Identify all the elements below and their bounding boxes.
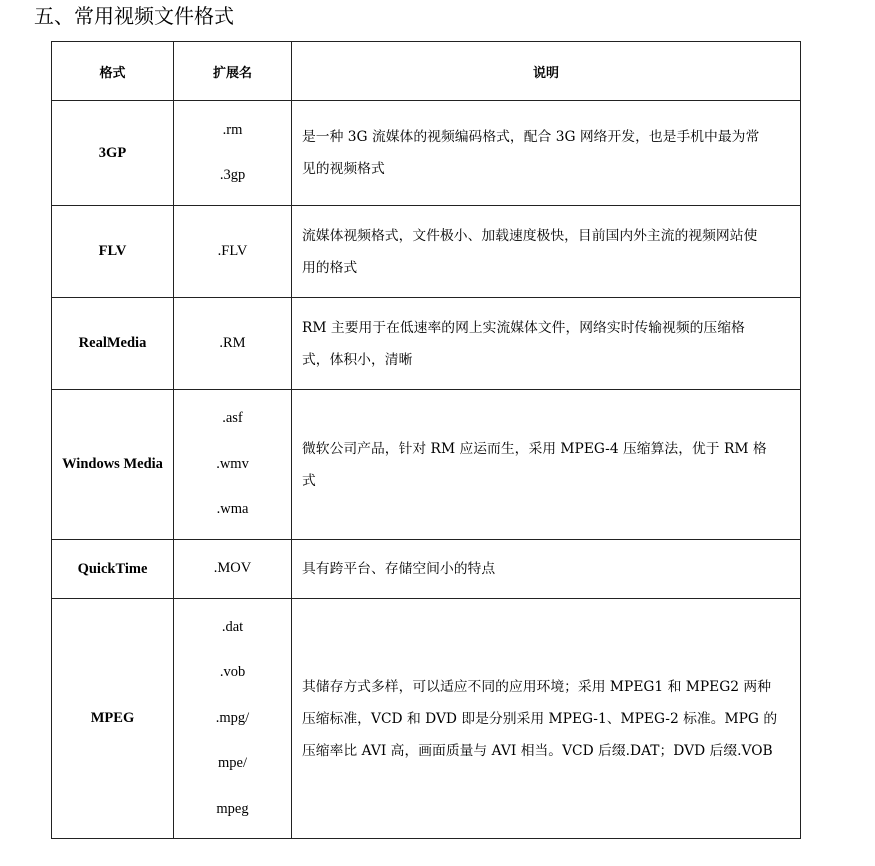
description-cell <box>292 298 801 390</box>
description-cell <box>292 101 801 206</box>
table-row <box>52 101 801 206</box>
extension: .wma <box>216 501 249 518</box>
extension: .MOV <box>213 560 252 577</box>
extension-cell <box>174 599 292 839</box>
description-line: 见的视频格式 <box>302 161 385 177</box>
description-cell <box>292 206 801 298</box>
header-extension: 扩展名 <box>174 42 292 101</box>
extension: mpe/ <box>218 755 247 772</box>
extension: .dat <box>221 618 244 635</box>
extension-cell <box>174 298 292 390</box>
format-name: QuickTime <box>52 540 174 599</box>
description-cell <box>292 599 801 839</box>
format-name: 3GP <box>52 101 174 206</box>
description-line: 其储存方式多样，可以适应不同的应用环境；采用 MPEG1 和 MPEG2 两种 <box>302 678 772 695</box>
extension-cell <box>174 101 292 206</box>
description-line: 压缩标准，VCD 和 DVD 即是分别采用 MPEG-1、MPEG-2 标准。MPG 的 <box>302 710 778 727</box>
description-cell <box>292 390 801 540</box>
extension: .FLV <box>217 242 248 259</box>
table-row <box>52 390 801 540</box>
extension-cell <box>174 390 292 540</box>
video-format-table <box>51 41 801 839</box>
description-line: 微软公司产品，针对 RM 应运而生，采用 MPEG-4 压缩算法，优于 RM 格 <box>302 440 767 457</box>
extension: .rm <box>222 121 243 138</box>
section-title: 五、常用视频文件格式 <box>34 4 234 28</box>
header-format: 格式 <box>52 42 174 101</box>
description-line: 式 <box>302 472 316 489</box>
description-line: 用的格式 <box>302 259 358 276</box>
description-line: 是一种 3G 流媒体的视频编码格式，配合 3G 网络开发，也是手机中最为常 <box>302 129 760 145</box>
format-name: Windows Media <box>52 390 174 540</box>
extension: mpeg <box>216 800 249 817</box>
table-row <box>52 298 801 390</box>
format-name: RealMedia <box>52 298 174 390</box>
description-line: 具有跨平台、存储空间小的特点 <box>302 561 496 577</box>
format-name: MPEG <box>52 599 174 839</box>
extension: .mpg/ <box>215 709 250 726</box>
extension: .3gp <box>219 167 246 183</box>
format-name: FLV <box>52 206 174 298</box>
description-line: 流媒体视频格式，文件极小、加载速度极快，目前国内外主流的视频网站使 <box>302 227 758 244</box>
extension: .wmv <box>216 455 249 472</box>
table-row <box>52 540 801 599</box>
extension: .vob <box>219 664 246 681</box>
description-line: RM 主要用于在低速率的网上实流媒体文件，网络实时传输视频的压缩格 <box>302 319 745 336</box>
description-cell <box>292 540 801 599</box>
table-header-row <box>52 42 801 101</box>
description-line: 压缩率比 AVI 高，画面质量与 AVI 相当。VCD 后缀.DAT；DVD 后缀.VOB <box>302 742 773 759</box>
extension-cell <box>174 540 292 599</box>
extension: .asf <box>222 410 243 427</box>
description-line: 式，体积小，清晰 <box>302 351 413 368</box>
extension: .RM <box>219 334 246 351</box>
extension-cell <box>174 206 292 298</box>
table-row <box>52 206 801 298</box>
table-row <box>52 599 801 839</box>
header-description: 说明 <box>292 42 801 101</box>
